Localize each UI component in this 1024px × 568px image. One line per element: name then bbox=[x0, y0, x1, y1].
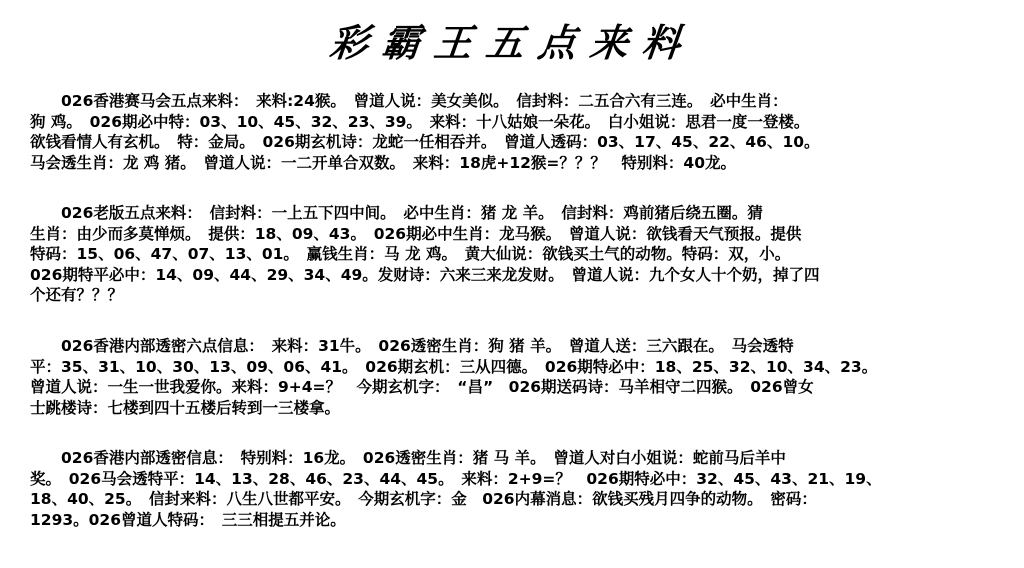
section-4-line-1: 026香港内部透密信息： 特别料：16龙。 026透密生肖：猪 马 羊。 曾道人对白小姐说：蛇前马后羊中 bbox=[30, 449, 786, 467]
section-3-line-1: 026香港内部透密六点信息： 来料：31牛。 026透密生肖：狗 猪 羊。 曾道人送：三六跟在。 马会透特 bbox=[30, 337, 794, 355]
section-1-line-4: 马会透生肖：龙 鸡 猪。 曾道人说：一二开单合双数。 来料：18虎+12猴=？？？ 特别料：40龙。 bbox=[30, 153, 736, 172]
section-1-line-2: 狗 鸡。 026期必中特：03、10、45、32、23、39。 来料：十八姑娘一朵花。 白小姐说：思君一度一登楼。 bbox=[30, 112, 810, 131]
section-2 bbox=[30, 203, 994, 306]
section-2-line-1: 026老版五点来料： 信封料：一上五下四中间。 必中生肖：猪 龙 羊。 信封料：鸡前猪后绕五圈。猜 bbox=[30, 204, 763, 222]
page-title: 彩霸王五点来料 bbox=[327, 20, 697, 65]
section-1 bbox=[30, 91, 994, 173]
section-2-line-2: 生肖：由少而多莫惮烦。 提供：18、09、43。 026期必中生肖：龙马猴。 曾道人说：欲钱看天气预报。提供 bbox=[30, 224, 802, 243]
section-2-line-5: 个还有？？？ bbox=[30, 286, 124, 304]
section-3-line-3: 曾道人说：一生一世我爱你。来料：9+4=？ 今期玄机字： “昌” 026期送码诗：马羊相守二四猴。 026曾女 bbox=[30, 378, 814, 396]
section-4-line-3: 18、40、25。 信封来料：八生八世都平安。 今期玄机字：金 026内幕消息：欲钱买残月四争的动物。 密码： bbox=[30, 490, 817, 508]
section-1-line-3: 欲钱看情人有玄机。 特：金局。 026期玄机诗：龙蛇一任相吞并。 曾道人透码：03、17、45、22、46、10。 bbox=[30, 133, 820, 151]
section-3 bbox=[30, 336, 994, 418]
section-3-line-4: 士跳楼诗：七楼到四十五楼后转到一三楼拿。 bbox=[30, 398, 341, 417]
section-4-line-2: 奖。 026马会透特平：14、13、28、46、23、44、45。 来料：2+9=？ 026期特必中：32、45、43、21、19、 bbox=[30, 469, 882, 488]
section-3-line-2: 平：35、31、10、30、13、09、06、41。 026期玄机：三从四德。 026期特必中：18、25、32、10、34、23。 bbox=[30, 357, 878, 376]
section-4 bbox=[30, 448, 994, 530]
section-1-line-1: 026香港赛马会五点来料： 来料:24猴。 曾道人说：美女美似。 信封料：二五合六有三连。 必中生肖： bbox=[30, 92, 788, 110]
section-4-line-4: 1293。026曾道人特码： 三三相提五并论。 bbox=[30, 510, 346, 529]
section-2-line-3: 特码：15、06、47、07、13、01。 赢钱生肖：马 龙 鸡。 黄大仙说：欲钱买土气的动物。特码：双，小。 bbox=[30, 245, 791, 263]
section-2-line-4: 026期特平必中：14、09、44、29、34、49。发财诗：六来三来龙发财。 曾道人说：九个女人十个奶，掉了四 bbox=[30, 265, 820, 284]
